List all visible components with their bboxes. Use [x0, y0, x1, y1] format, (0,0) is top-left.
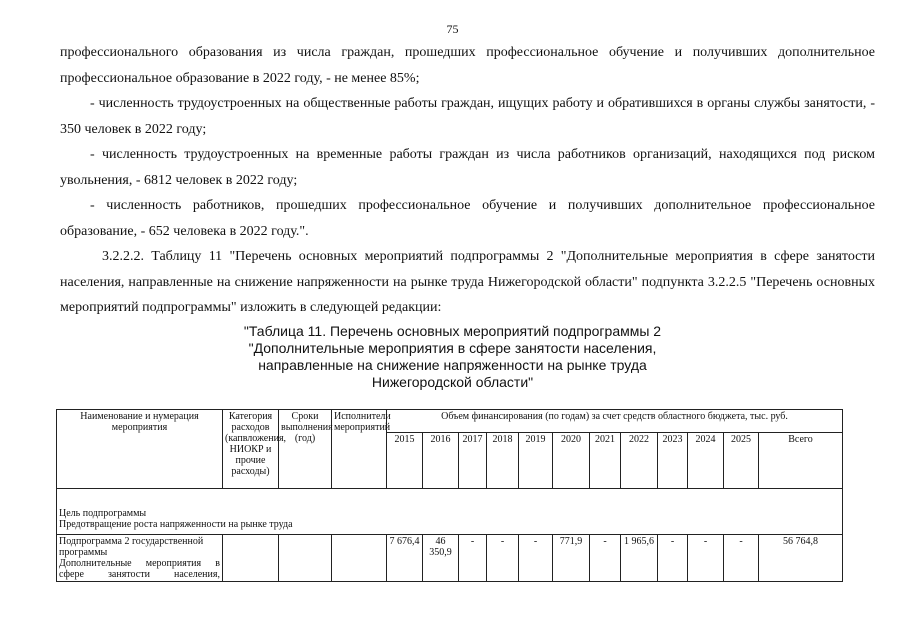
program-name-line-1: Подпрограмма 2 государственной программы	[59, 536, 204, 558]
year-header: 2016	[423, 433, 459, 489]
value-cell: 771,9	[553, 535, 590, 582]
year-header: 2019	[519, 433, 553, 489]
body-text	[60, 40, 875, 321]
value-cell: 46 350,9	[423, 535, 459, 582]
program-name-line-2: Дополнительные мероприятия в сфере занятости населения,	[59, 558, 220, 580]
page-number: 75	[446, 22, 459, 36]
measures-table	[56, 409, 843, 582]
year-header: 2022	[621, 433, 658, 489]
executors-cell	[332, 535, 387, 582]
year-header: 2021	[590, 433, 621, 489]
goal-title: Цель подпрограммы	[59, 508, 147, 519]
year-header-total: Всего	[759, 433, 843, 489]
value-cell: -	[658, 535, 688, 582]
paragraph-2: - численность трудоустроенных на общественные работы граждан, ищущих работу и обратившихся в органы службы занятости, - 350 человек в 2022 году;	[60, 96, 875, 137]
value-cell: -	[459, 535, 487, 582]
header-row-1	[57, 410, 843, 433]
goal-cell	[57, 489, 843, 535]
caption-line-3: направленные на снижение напряженности на рынке труда	[258, 357, 647, 373]
paragraph-3: - численность трудоустроенных на временные работы граждан из числа работников организаций, находящихся под риском увольнения, - 6812 человек в 2022 году;	[60, 147, 875, 188]
caption-line-4: Нижегородской области"	[371, 374, 534, 390]
caption-line-1: "Таблица 11. Перечень основных мероприятий подпрограммы 2	[243, 323, 662, 339]
table-caption	[0, 323, 905, 391]
year-header: 2024	[688, 433, 724, 489]
header-terms: Сроки выполнения (год)	[279, 410, 332, 489]
year-header: 2023	[658, 433, 688, 489]
goal-text: Предотвращение роста напряженности на рынке труда	[59, 519, 293, 530]
caption-line-2: "Дополнительные мероприятия в сфере занятости населения,	[248, 340, 657, 356]
value-cell: -	[724, 535, 759, 582]
header-category: Категория расходов (капвложения, НИОКР и прочие расходы)	[223, 410, 279, 489]
program-name-cell	[57, 535, 223, 582]
year-header: 2018	[487, 433, 519, 489]
header-funding: Объем финансирования (по годам) за счет средств областного бюджета, тыс. руб.	[387, 410, 843, 433]
year-header: 2017	[459, 433, 487, 489]
year-header: 2025	[724, 433, 759, 489]
year-header: 2015	[387, 433, 423, 489]
header-name: Наименование и нумерация мероприятия	[57, 410, 223, 489]
value-cell: 7 676,4	[387, 535, 423, 582]
year-header: 2020	[553, 433, 590, 489]
paragraph-4: - численность работников, прошедших профессиональное обучение и получивших дополнительное профессиональное образование, - 652 человека в 2022 году.".	[60, 198, 875, 239]
value-cell-total: 56 764,8	[759, 535, 843, 582]
header-executors: Исполнители мероприятий	[332, 410, 387, 489]
value-cell: 1 965,6	[621, 535, 658, 582]
value-cell: -	[590, 535, 621, 582]
goal-row	[57, 489, 843, 535]
value-cell: -	[487, 535, 519, 582]
paragraph-1: профессионального образования из числа граждан, прошедших профессиональное обучение и получивших дополнительное профессиональное образование в 2022 году, - не менее 85%;	[60, 45, 875, 86]
terms-cell	[279, 535, 332, 582]
paragraph-5: 3.2.2.2. Таблицу 11 "Перечень основных мероприятий подпрограммы 2 "Дополнительные мероприятия в сфере занятости населения, направленные на снижение напряженности на рынке труда Нижегородской области" подпункта 3.2.2.5 "Перечень основных мероприятий подпрограммы" изложить в следующей редакции:	[60, 249, 875, 315]
program-row	[57, 535, 843, 582]
category-cell	[223, 535, 279, 582]
value-cell: -	[519, 535, 553, 582]
value-cell: -	[688, 535, 724, 582]
